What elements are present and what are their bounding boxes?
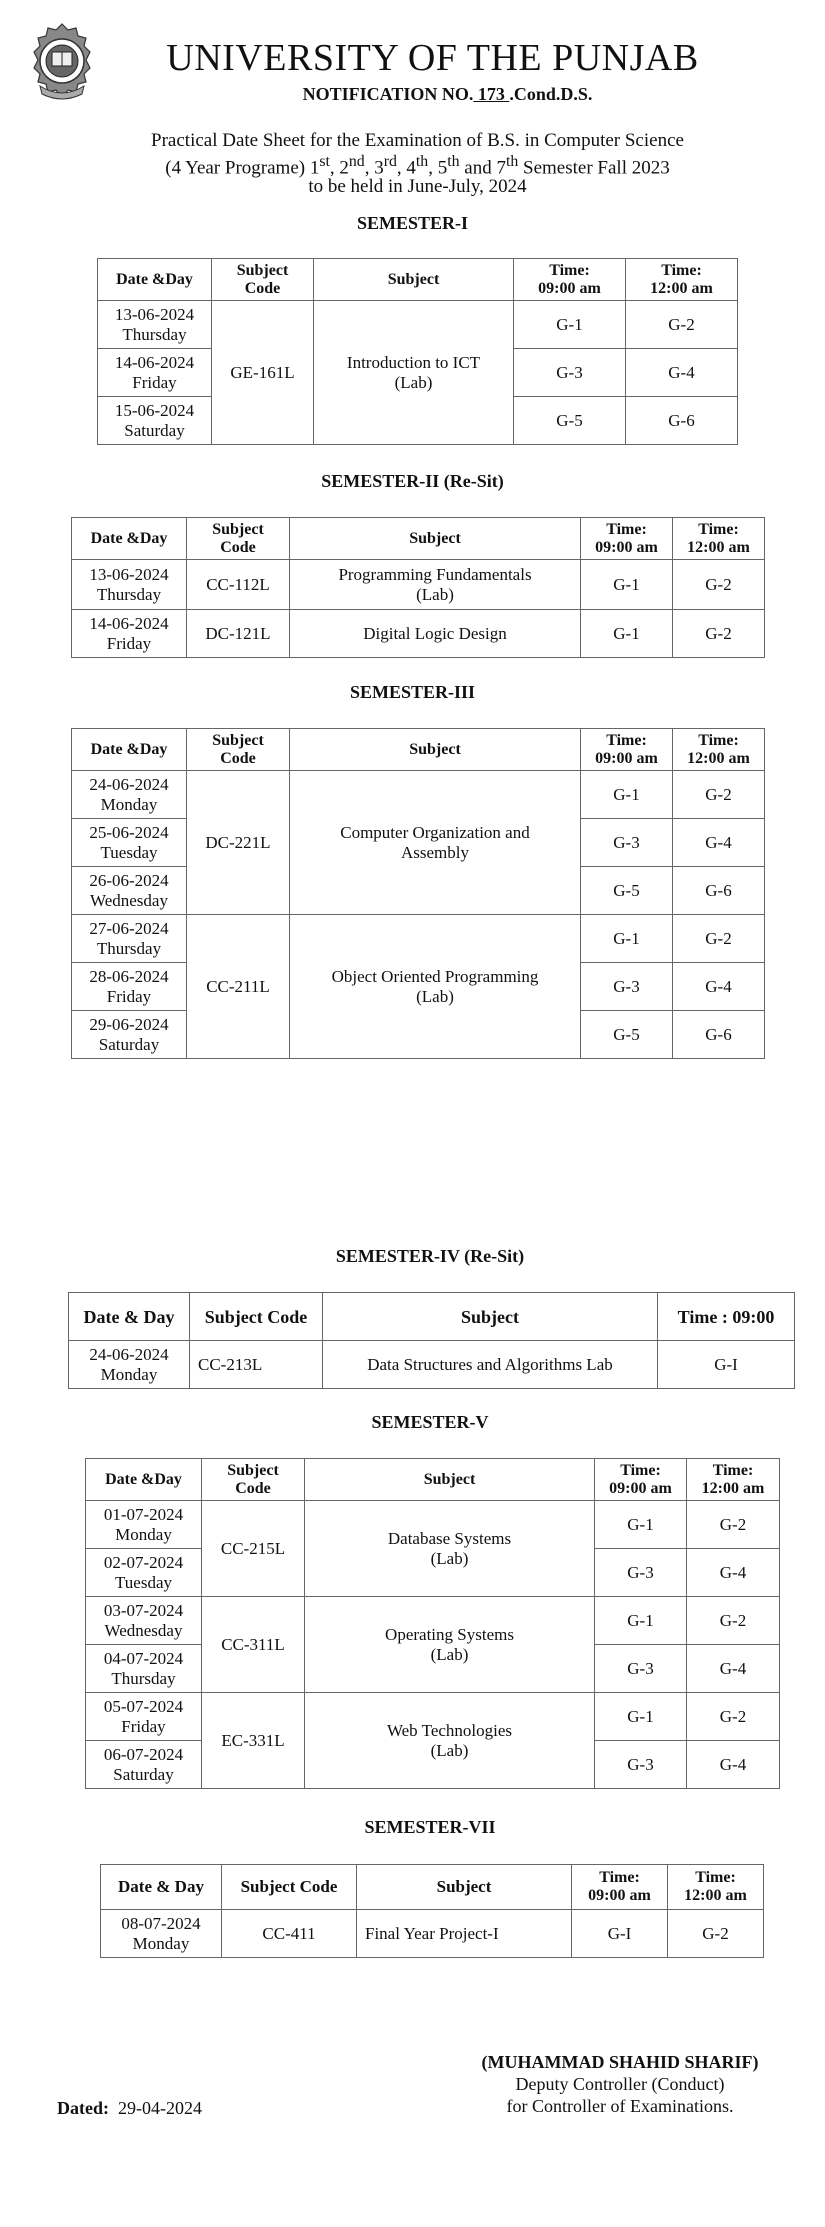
header-time-am <box>595 1459 687 1501</box>
table-header-row <box>86 1459 780 1501</box>
table-row <box>86 1597 780 1645</box>
time-cell: G-2 <box>673 771 765 819</box>
sup: th <box>415 153 429 170</box>
header-line: Time: <box>698 520 739 538</box>
table-row <box>98 301 738 349</box>
subject-line: (Lab) <box>416 584 454 604</box>
time-cell: G-I <box>658 1341 795 1389</box>
intro-part: and 7 <box>459 157 506 179</box>
subject-cell: Digital Logic Design <box>290 610 581 658</box>
code-cell: DC-121L <box>187 610 290 658</box>
subject-line: Programming Fundamentals <box>338 564 532 584</box>
code-cell: GE-161L <box>212 301 314 445</box>
sup: nd <box>348 153 365 170</box>
day: Tuesday <box>100 842 158 862</box>
header-subject-code <box>187 518 290 560</box>
code-cell: DC-221L <box>187 771 290 915</box>
dated-value: 29-04-2024 <box>118 2098 202 2118</box>
header-line: Code <box>220 538 256 556</box>
sem1-title: SEMESTER-I <box>356 213 469 233</box>
table-header-row <box>101 1865 764 1910</box>
date: 15-06-2024 <box>114 400 195 420</box>
sem2-table <box>71 517 765 658</box>
date: 02-07-2024 <box>103 1552 184 1572</box>
code-cell: CC-411 <box>222 1910 357 1958</box>
header-line: Subject <box>236 261 289 279</box>
day: Monday <box>132 1933 190 1953</box>
header-time-noon <box>673 729 765 771</box>
notification-prefix: NOTIFICATION NO. <box>302 84 474 104</box>
sem7-table <box>100 1864 764 1958</box>
header-line: Code <box>220 749 256 767</box>
code-cell: CC-211L <box>187 915 290 1059</box>
header-line: Time: <box>599 1869 640 1886</box>
time-cell: G-2 <box>673 610 765 658</box>
time-cell: G-5 <box>514 397 626 445</box>
day: Thursday <box>96 584 162 604</box>
header-line: 09:00 am <box>595 538 658 556</box>
header-subject-code <box>212 259 314 301</box>
time-cell: G-1 <box>514 301 626 349</box>
day: Saturday <box>113 1764 174 1784</box>
subject-line: (Lab) <box>394 372 433 392</box>
day: Monday <box>100 794 158 814</box>
header-time-noon <box>673 518 765 560</box>
header-line: 09:00 am <box>588 1887 651 1904</box>
sem3-title: SEMESTER-III <box>349 682 476 702</box>
university-title: UNIVERSITY OF THE PUNJAB <box>166 37 699 79</box>
time-cell: G-1 <box>581 610 673 658</box>
header-date-day: Date & Day <box>69 1293 190 1341</box>
time-cell: G-5 <box>581 1011 673 1059</box>
header-line: 12:00 am <box>687 749 750 767</box>
header-date-day: Date & Day <box>101 1865 222 1910</box>
table-row <box>86 1693 780 1741</box>
day: Friday <box>106 633 152 653</box>
time-cell: G-1 <box>595 1597 687 1645</box>
date: 24-06-2024 <box>89 1344 169 1364</box>
time-cell: G-3 <box>514 349 626 397</box>
date-cell <box>86 1501 202 1549</box>
date: 05-07-2024 <box>103 1696 184 1716</box>
table-header-row <box>72 729 765 771</box>
time-cell: G-4 <box>673 819 765 867</box>
sem4-title: SEMESTER-IV (Re-Sit) <box>335 1246 525 1266</box>
table-header-row <box>69 1293 795 1341</box>
header-line: Subject <box>227 1461 279 1479</box>
header-subject-code: Subject Code <box>222 1865 357 1910</box>
date-cell <box>86 1741 202 1789</box>
time-cell: G-4 <box>673 963 765 1011</box>
subject-line: (Lab) <box>430 1740 469 1760</box>
subject-cell <box>305 1597 595 1693</box>
date-cell <box>86 1693 202 1741</box>
sup: rd <box>383 153 397 170</box>
subject-cell <box>305 1693 595 1789</box>
sem4-table <box>68 1292 795 1389</box>
table-row <box>101 1910 764 1958</box>
code-cell: CC-112L <box>187 560 290 610</box>
sem5-table <box>85 1458 780 1789</box>
sem7-title: SEMESTER-VII <box>364 1817 496 1837</box>
header-subject: Subject <box>357 1865 572 1910</box>
subject-line: Database Systems <box>387 1528 512 1548</box>
header-subject: Subject <box>323 1293 658 1341</box>
time-cell: G-4 <box>687 1741 780 1789</box>
date: 13-06-2024 <box>114 304 195 324</box>
time-cell: G-6 <box>626 397 738 445</box>
header-line: Time: <box>606 731 647 749</box>
subject-line: Introduction to ICT <box>346 352 481 372</box>
date-cell <box>72 963 187 1011</box>
time-cell: G-3 <box>595 1549 687 1597</box>
time-cell: G-4 <box>626 349 738 397</box>
notification-value: 173 <box>473 84 510 104</box>
day: Saturday <box>98 1034 160 1054</box>
header-line: Time: <box>620 1461 661 1479</box>
header-subject: Subject <box>314 259 514 301</box>
date-cell <box>98 349 212 397</box>
day: Friday <box>132 372 177 392</box>
header-date-day: Date &Day <box>72 729 187 771</box>
subject-line: Web Technologies <box>386 1720 513 1740</box>
time-cell: G-3 <box>595 1645 687 1693</box>
subject-cell <box>290 915 581 1059</box>
date-cell <box>86 1549 202 1597</box>
date-cell <box>72 610 187 658</box>
date: 01-07-2024 <box>103 1504 184 1524</box>
date-cell <box>72 819 187 867</box>
date: 04-07-2024 <box>103 1648 184 1668</box>
header-date-day: Date &Day <box>72 518 187 560</box>
code-cell: CC-215L <box>202 1501 305 1597</box>
time-cell: G-3 <box>581 963 673 1011</box>
header-subject: Subject <box>290 518 581 560</box>
header-subject-code <box>187 729 290 771</box>
header-time-am <box>514 259 626 301</box>
time-cell: G-6 <box>673 867 765 915</box>
date: 27-06-2024 <box>89 918 169 938</box>
date: 06-07-2024 <box>103 1744 184 1764</box>
dated-label: Dated: <box>57 2098 109 2118</box>
subject-line: Assembly <box>401 842 469 862</box>
time-cell: G-6 <box>673 1011 765 1059</box>
time-cell: G-I <box>572 1910 668 1958</box>
time-cell: G-2 <box>668 1910 764 1958</box>
header-line: Subject <box>212 520 264 538</box>
table-header-row <box>98 259 738 301</box>
day: Monday <box>115 1524 172 1544</box>
subject-cell <box>290 560 581 610</box>
day: Thursday <box>96 938 162 958</box>
header-line: Code <box>235 1479 271 1497</box>
intro-line-1: Practical Date Sheet for the Examination of B.S. in Computer Science <box>151 130 684 151</box>
subject-line: Operating Systems <box>385 1624 514 1644</box>
date-cell <box>98 397 212 445</box>
intro-line-2-a: (4 Year Programe) 1 <box>165 157 320 179</box>
time-cell: G-3 <box>595 1741 687 1789</box>
date: 14-06-2024 <box>114 352 195 372</box>
time-cell: G-2 <box>687 1501 780 1549</box>
time-cell: G-2 <box>687 1693 780 1741</box>
notification-number <box>0 84 825 105</box>
time-cell: G-5 <box>581 867 673 915</box>
date-cell <box>86 1645 202 1693</box>
date: 28-06-2024 <box>89 966 169 986</box>
code-cell: CC-311L <box>202 1597 305 1693</box>
table-row <box>72 915 765 963</box>
signatory-for: for Controller of Examinations. <box>506 2096 734 2116</box>
header-time: Time : 09:00 <box>658 1293 795 1341</box>
day: Friday <box>106 986 152 1006</box>
date-cell <box>72 771 187 819</box>
sem3-table <box>71 728 765 1059</box>
sem2-title: SEMESTER-II (Re-Sit) <box>321 471 504 491</box>
day: Thursday <box>122 324 187 344</box>
header-time-noon <box>687 1459 780 1501</box>
sup: th <box>447 153 460 170</box>
table-row <box>72 560 765 610</box>
intro-part: , 4 <box>396 157 416 179</box>
intro-line-2-b: Semester Fall 2023 <box>518 157 670 179</box>
date: 03-07-2024 <box>103 1600 184 1620</box>
signatory-role: Deputy Controller (Conduct) <box>515 2074 725 2094</box>
code-cell: EC-331L <box>202 1693 305 1789</box>
day: Tuesday <box>115 1572 172 1592</box>
time-cell: G-1 <box>581 771 673 819</box>
time-cell: G-2 <box>673 915 765 963</box>
date: 13-06-2024 <box>89 564 169 584</box>
intro-part: , 5 <box>428 157 448 179</box>
header-date-day: Date &Day <box>86 1459 202 1501</box>
time-cell: G-2 <box>687 1597 780 1645</box>
subject-cell <box>305 1501 595 1597</box>
time-cell: G-1 <box>581 915 673 963</box>
subject-line: (Lab) <box>430 1548 469 1568</box>
sem5-title: SEMESTER-V <box>371 1412 489 1432</box>
header-line: 09:00 am <box>538 279 601 297</box>
subject-line: (Lab) <box>416 986 454 1006</box>
day: Thursday <box>111 1668 176 1688</box>
header-line: Time: <box>698 731 739 749</box>
header-subject-code <box>202 1459 305 1501</box>
date: 26-06-2024 <box>89 870 169 890</box>
subject-line: Object Oriented Programming <box>331 966 539 986</box>
date: 24-06-2024 <box>89 774 169 794</box>
time-cell: G-1 <box>595 1693 687 1741</box>
day: Monday <box>100 1364 158 1384</box>
header-subject-code: Subject Code <box>190 1293 323 1341</box>
table-row <box>69 1341 795 1389</box>
time-cell: G-3 <box>581 819 673 867</box>
dated <box>57 2098 202 2119</box>
date-cell <box>101 1910 222 1958</box>
header-line: 12:00 am <box>687 538 750 556</box>
header-line: Code <box>244 279 281 297</box>
date-cell <box>86 1597 202 1645</box>
date-cell <box>69 1341 190 1389</box>
notification-suffix: .Cond.D.S. <box>509 84 593 104</box>
table-header-row <box>72 518 765 560</box>
header-line: 09:00 am <box>609 1479 672 1497</box>
header-subject: Subject <box>290 729 581 771</box>
date-cell <box>72 560 187 610</box>
date: 14-06-2024 <box>89 613 169 633</box>
table-row <box>72 771 765 819</box>
subject-cell <box>290 771 581 915</box>
date: 29-06-2024 <box>89 1014 169 1034</box>
sem1-table <box>97 258 738 445</box>
subject-cell <box>314 301 514 445</box>
time-cell: G-4 <box>687 1549 780 1597</box>
header-line: 12:00 am <box>650 279 713 297</box>
header-line: Time: <box>695 1869 736 1886</box>
table-row <box>86 1501 780 1549</box>
header-line: 12:00 am <box>684 1887 747 1904</box>
sup: st <box>319 153 330 170</box>
signatory-name: (MUHAMMAD SHAHID SHARIF) <box>481 2052 759 2072</box>
date-cell <box>98 301 212 349</box>
day: Wednesday <box>90 890 168 910</box>
header-time-am <box>581 729 673 771</box>
date-cell <box>72 867 187 915</box>
header-line: Time: <box>661 261 702 279</box>
time-cell: G-2 <box>673 560 765 610</box>
subject-line: Computer Organization and <box>340 822 530 842</box>
header-line: Time: <box>549 261 590 279</box>
header-time-am <box>581 518 673 560</box>
intro-part: , 2 <box>329 157 349 179</box>
header-time-am <box>572 1865 668 1910</box>
intro-part: , 3 <box>364 157 384 179</box>
header-time-noon <box>626 259 738 301</box>
subject-cell: Final Year Project-I <box>357 1910 572 1958</box>
header-line: 12:00 am <box>701 1479 765 1497</box>
code-cell: CC-213L <box>190 1341 323 1389</box>
header-line: Time: <box>712 1461 754 1479</box>
subject-line: (Lab) <box>430 1644 469 1664</box>
header-line: Time: <box>606 520 647 538</box>
date: 08-07-2024 <box>121 1913 201 1933</box>
date-cell <box>72 915 187 963</box>
day: Wednesday <box>104 1620 183 1640</box>
subject-cell: Data Structures and Algorithms Lab <box>323 1341 658 1389</box>
intro-line-3: to be held in June-July, 2024 <box>308 176 527 197</box>
date: 25-06-2024 <box>89 822 169 842</box>
header-subject: Subject <box>305 1459 595 1501</box>
header-line: Subject <box>212 731 264 749</box>
day: Saturday <box>124 420 185 440</box>
time-cell: G-1 <box>581 560 673 610</box>
time-cell: G-2 <box>626 301 738 349</box>
header-line: 09:00 am <box>595 749 658 767</box>
time-cell: G-4 <box>687 1645 780 1693</box>
time-cell: G-1 <box>595 1501 687 1549</box>
header-time-noon <box>668 1865 764 1910</box>
table-row <box>72 610 765 658</box>
header-date-day: Date &Day <box>98 259 212 301</box>
sup: th <box>505 153 519 170</box>
day: Friday <box>121 1716 166 1736</box>
date-cell <box>72 1011 187 1059</box>
